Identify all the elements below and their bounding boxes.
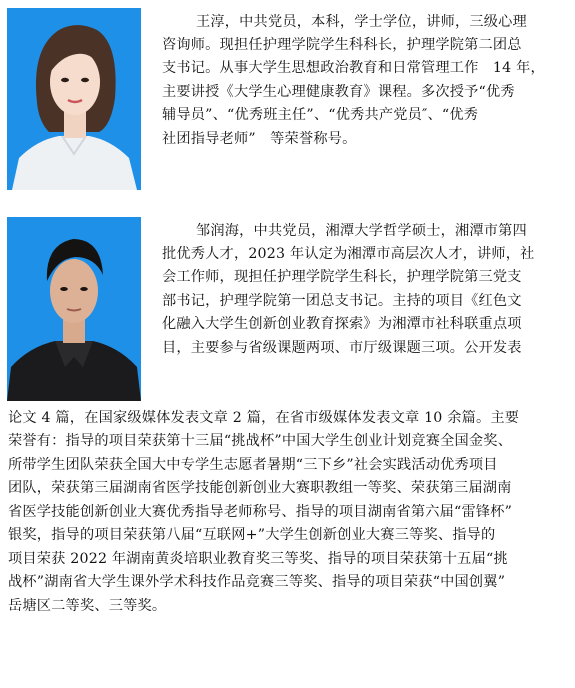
bio-line: 银奖，指导的项目荣获第八届“互联网+”大学生创新创业大赛三等奖、指导的 <box>8 527 496 543</box>
bio-line: 化融入大学生创新创业教育探索》为湘潭市社科联重点项 <box>162 316 522 332</box>
bio-line: 部书记，护理学院第一团总支书记。主持的项目《红色文 <box>162 293 522 309</box>
bio-line: 社团指导老师” 等荣誉称号。 <box>162 131 357 147</box>
portrait-photo-zou-runhai <box>7 217 141 401</box>
bio-line: 团队，荣获第三届湖南省医学技能创新创业大赛职教组一等奖、荣获第三届湖南 <box>8 480 512 496</box>
bio-line: 王淳，中共党员，本科，学士学位，讲师，三级心理 <box>196 14 527 30</box>
bio-line: 会工作师，现担任护理学院学生科长，护理学院第三党支 <box>162 269 522 285</box>
bio-line: 批优秀人才，2023 年认定为湘潭市高层次人才，讲师，社 <box>162 246 535 262</box>
bio-line: 省医学技能创新创业大赛优秀指导老师称号、指导的项目湖南省第六届“雷锋杯” <box>8 504 513 520</box>
bio-line: 支书记。从事大学生思想政治教育和日常管理工作 14 年， <box>162 60 545 76</box>
bio-line: 邹润海，中共党员，湘潭大学哲学硕士，湘潭市第四 <box>196 223 527 239</box>
bio-line: 项目荣获 2022 年湖南黄炎培职业教育奖三等奖、指导的项目荣获第十五届“挑 <box>8 551 508 567</box>
bio-line: 岳塘区二等奖、三等奖。 <box>8 598 167 614</box>
bio-line: 所带学生团队荣获全国大中专学生志愿者暑期“三下乡”社会实践活动优秀项目 <box>8 457 498 473</box>
bio-line: 咨询师。现担任护理学院学生科科长，护理学院第二团总 <box>162 37 522 53</box>
bio-line: 论文 4 篇，在国家级媒体发表文章 2 篇，在省市级媒体发表文章 10 余篇。主要 <box>8 410 520 426</box>
bio-line: 主要讲授《大学生心理健康教育》课程。多次授予“优秀 <box>162 84 515 100</box>
portrait-photo-wang-chun <box>7 8 141 190</box>
bio-line: 辅导员”、“优秀班主任”、“优秀共产党员″、“优秀 <box>162 107 479 123</box>
bio-line: 荣誉有：指导的项目荣获第十三届“挑战杯”中国大学生创业计划竞赛全国金奖、 <box>8 433 513 449</box>
bio-line: 目，主要参与省级课题两项、市厅级课题三项。公开发表 <box>162 340 522 356</box>
bio-line: 战杯”湖南省大学生课外学术科技作品竞赛三等奖、指导的项目荣获“中国创翼” <box>8 574 506 590</box>
